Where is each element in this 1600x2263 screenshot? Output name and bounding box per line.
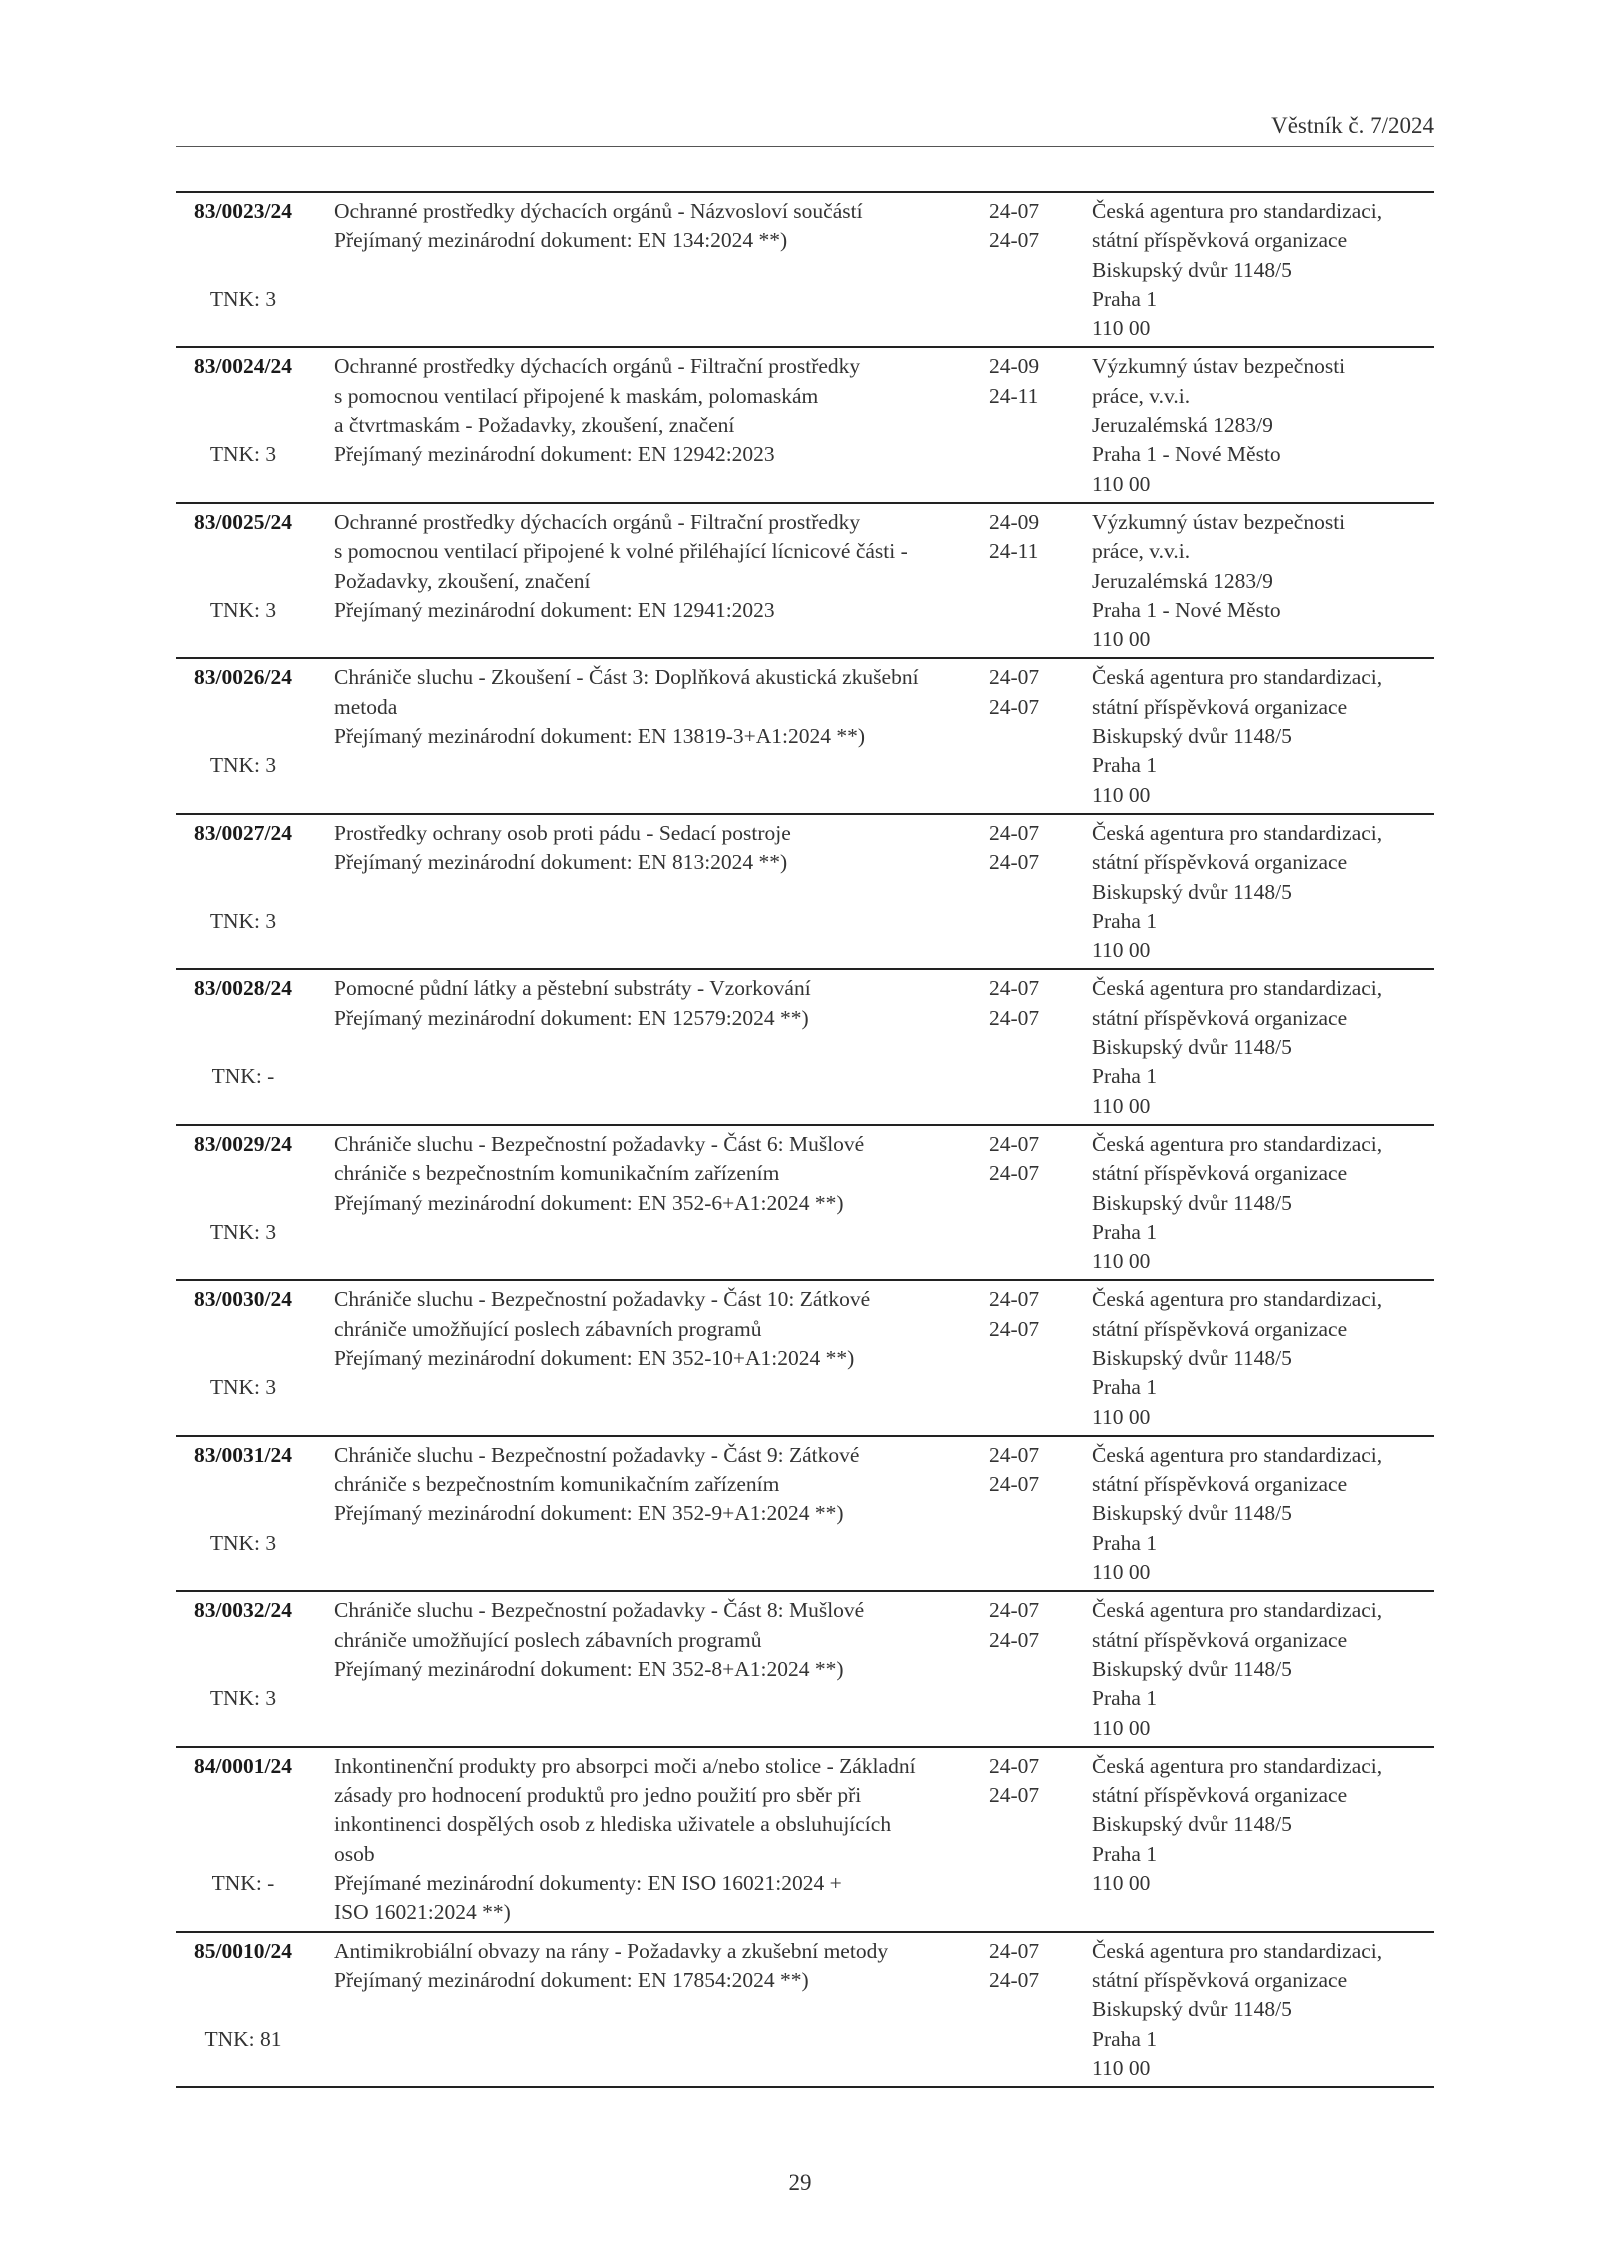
- record-date: 24-07: [989, 1753, 1040, 1778]
- record-organization-line: práce, v.v.i.: [1092, 539, 1191, 564]
- record-organization-line: Biskupský dvůr 1148/5: [1092, 1345, 1292, 1370]
- record-organization-cell: [1084, 1130, 1434, 1276]
- record-organization-cell: [1084, 1752, 1434, 1928]
- record-id-cell: [176, 974, 324, 1120]
- record-date: 24-07: [989, 850, 1040, 875]
- record-tnk: TNK: 3: [209, 1219, 277, 1244]
- record-tnk: TNK: 81: [204, 2026, 282, 2051]
- record-organization-line: Česká agentura pro standardizaci,: [1092, 1598, 1383, 1623]
- record-date: 24-07: [989, 1161, 1040, 1186]
- record-organization-line: státní příspěvková organizace: [1092, 1005, 1348, 1030]
- record-dates-cell: [989, 1130, 1084, 1276]
- record-title-line: metoda: [334, 694, 398, 719]
- record-organization-line: Česká agentura pro standardizaci,: [1092, 665, 1383, 690]
- record-id-cell: [176, 819, 324, 965]
- record-tnk: TNK: 3: [209, 1686, 277, 1711]
- record-tnk: TNK: 3: [209, 286, 277, 311]
- record-tnk: TNK: 3: [209, 908, 277, 933]
- record-date: 24-07: [989, 1442, 1040, 1467]
- table-row: [176, 193, 1434, 348]
- record-organization-line: Jeruzalémská 1283/9: [1092, 413, 1273, 438]
- record-title-line: Přejímaný mezinárodní dokument: EN 12579:2024 **): [334, 1005, 809, 1030]
- record-title-line: Ochranné prostředky dýchacích orgánů - Filtrační prostředky: [334, 509, 861, 534]
- record-id: 83/0023/24: [194, 199, 292, 223]
- record-tnk: TNK: -: [211, 1871, 275, 1896]
- record-title-line: Chrániče sluchu - Bezpečnostní požadavky - Část 9: Zátkové: [334, 1442, 860, 1467]
- record-organization-line: Česká agentura pro standardizaci,: [1092, 1753, 1383, 1778]
- record-title-cell: [324, 1752, 989, 1928]
- record-date: 24-07: [989, 1131, 1040, 1156]
- record-title-line: Přejímaný mezinárodní dokument: EN 134:2024 **): [334, 228, 788, 253]
- record-title-cell: [324, 1937, 989, 2083]
- record-title-line: inkontinenci dospělých osob z hlediska uživatele a obsluhujících: [334, 1812, 892, 1837]
- record-title-line: Přejímaný mezinárodní dokument: EN 813:2024 **): [334, 850, 788, 875]
- record-tnk: TNK: -: [211, 1064, 275, 1089]
- record-date: 24-07: [989, 1287, 1040, 1312]
- record-date: 24-11: [989, 539, 1039, 564]
- record-dates-cell: [989, 663, 1084, 809]
- record-title-line: Přejímaný mezinárodní dokument: EN 13819-3+A1:2024 **): [334, 724, 866, 749]
- record-organization-line: 110 00: [1092, 2055, 1151, 2080]
- record-organization-line: Praha 1: [1092, 1064, 1158, 1089]
- record-title-line: Přejímaný mezinárodní dokument: EN 352-8+A1:2024 **): [334, 1656, 844, 1681]
- record-organization-line: Praha 1: [1092, 286, 1158, 311]
- record-title-line: Chrániče sluchu - Bezpečnostní požadavky - Část 10: Zátkové: [334, 1287, 871, 1312]
- record-organization-cell: [1084, 1937, 1434, 2083]
- record-organization-cell: [1084, 663, 1434, 809]
- record-date: 24-07: [989, 665, 1040, 690]
- record-date: 24-07: [989, 820, 1040, 845]
- page-header-title: Věstník č. 7/2024: [1271, 113, 1434, 138]
- record-dates-cell: [989, 197, 1084, 343]
- record-organization-line: Výzkumný ústav bezpečnosti: [1092, 354, 1346, 379]
- record-organization-line: 110 00: [1092, 1093, 1151, 1118]
- record-id: 83/0028/24: [194, 976, 292, 1001]
- record-tnk: TNK: 3: [209, 442, 277, 467]
- record-title-cell: [324, 1285, 989, 1431]
- record-dates-cell: [989, 352, 1084, 498]
- table-row: [176, 1933, 1434, 2088]
- record-date: 24-07: [989, 1005, 1040, 1030]
- record-date: 24-07: [989, 1598, 1040, 1623]
- standards-table: [176, 191, 1434, 2088]
- record-date: 24-07: [989, 1316, 1040, 1341]
- record-organization-line: státní příspěvková organizace: [1092, 1316, 1348, 1341]
- record-organization-line: Praha 1: [1092, 1219, 1158, 1244]
- record-organization-line: Biskupský dvůr 1148/5: [1092, 1812, 1292, 1837]
- record-title-cell: [324, 974, 989, 1120]
- record-organization-cell: [1084, 974, 1434, 1120]
- record-organization-line: Česká agentura pro standardizaci,: [1092, 1938, 1383, 1963]
- table-row: [176, 659, 1434, 814]
- table-row: [176, 504, 1434, 659]
- record-tnk: TNK: 3: [209, 1375, 277, 1400]
- record-title-line: s pomocnou ventilací připojené k maskám, polomaskám: [334, 383, 819, 408]
- record-title-line: chrániče umožňující poslech zábavních programů: [334, 1627, 762, 1652]
- record-dates-cell: [989, 508, 1084, 654]
- record-id: 83/0024/24: [194, 354, 292, 379]
- record-title-line: zásady pro hodnocení produktů pro jedno použití pro sběr při: [334, 1783, 862, 1808]
- record-title-line: Přejímaný mezinárodní dokument: EN 352-6+A1:2024 **): [334, 1190, 844, 1215]
- record-organization-line: 110 00: [1092, 1560, 1151, 1585]
- record-title-line: chrániče umožňující poslech zábavních programů: [334, 1316, 762, 1341]
- record-id-cell: [176, 1596, 324, 1742]
- record-dates-cell: [989, 1441, 1084, 1587]
- record-organization-line: Biskupský dvůr 1148/5: [1092, 1190, 1292, 1215]
- record-organization-line: Praha 1 - Nové Město: [1092, 597, 1281, 622]
- record-dates-cell: [989, 1285, 1084, 1431]
- record-date: 24-07: [989, 199, 1040, 223]
- record-title-line: Pomocné půdní látky a pěstební substráty - Vzorkování: [334, 976, 811, 1001]
- table-row: [176, 1281, 1434, 1436]
- record-title-cell: [324, 352, 989, 498]
- record-date: 24-07: [989, 694, 1040, 719]
- record-id: 83/0026/24: [194, 665, 292, 690]
- record-title-line: Přejímaný mezinárodní dokument: EN 12941:2023: [334, 597, 775, 622]
- record-tnk: TNK: 3: [209, 1530, 277, 1555]
- record-organization-line: Biskupský dvůr 1148/5: [1092, 257, 1292, 282]
- record-id-cell: [176, 352, 324, 498]
- record-organization-line: Česká agentura pro standardizaci,: [1092, 1442, 1383, 1467]
- record-title-line: Přejímané mezinárodní dokumenty: EN ISO 16021:2024 +: [334, 1871, 842, 1896]
- record-organization-line: Praha 1: [1092, 753, 1158, 778]
- record-organization-line: Česká agentura pro standardizaci,: [1092, 976, 1383, 1001]
- record-title-line: Ochranné prostředky dýchacích orgánů - Názvosloví součástí: [334, 199, 863, 223]
- record-organization-line: státní příspěvková organizace: [1092, 694, 1348, 719]
- record-title-cell: [324, 197, 989, 343]
- record-title-line: Prostředky ochrany osob proti pádu - Sedací postroje: [334, 820, 791, 845]
- record-title-line: Přejímaný mezinárodní dokument: EN 352-10+A1:2024 **): [334, 1345, 855, 1370]
- record-organization-line: Biskupský dvůr 1148/5: [1092, 879, 1292, 904]
- record-dates-cell: [989, 974, 1084, 1120]
- record-organization-line: státní příspěvková organizace: [1092, 1783, 1348, 1808]
- table-row: [176, 815, 1434, 970]
- record-title-line: Přejímaný mezinárodní dokument: EN 352-9+A1:2024 **): [334, 1501, 844, 1526]
- record-title-line: Přejímaný mezinárodní dokument: EN 12942:2023: [334, 442, 775, 467]
- record-title-line: Chrániče sluchu - Bezpečnostní požadavky - Část 8: Mušlové: [334, 1598, 865, 1623]
- record-id: 83/0031/24: [194, 1442, 292, 1467]
- record-organization-line: státní příspěvková organizace: [1092, 1472, 1348, 1497]
- record-title-line: Ochranné prostředky dýchacích orgánů - Filtrační prostředky: [334, 354, 861, 379]
- header-divider: [176, 146, 1434, 147]
- record-organization-line: 110 00: [1092, 1715, 1151, 1740]
- record-organization-line: 110 00: [1092, 316, 1151, 341]
- record-title-cell: [324, 1596, 989, 1742]
- record-organization-line: 110 00: [1092, 1249, 1151, 1274]
- record-dates-cell: [989, 1937, 1084, 2083]
- record-dates-cell: [989, 1752, 1084, 1928]
- record-organization-cell: [1084, 197, 1434, 343]
- record-tnk: TNK: 3: [209, 753, 277, 778]
- record-organization-line: Praha 1: [1092, 1686, 1158, 1711]
- record-organization-line: 110 00: [1092, 627, 1151, 652]
- record-date: 24-07: [989, 1967, 1040, 1992]
- record-date: 24-07: [989, 1938, 1040, 1963]
- table-row: [176, 1437, 1434, 1592]
- record-date: 24-07: [989, 1783, 1040, 1808]
- record-title-line: chrániče s bezpečnostním komunikačním zařízením: [334, 1472, 780, 1497]
- record-date: 24-07: [989, 976, 1040, 1001]
- record-organization-cell: [1084, 508, 1434, 654]
- record-organization-cell: [1084, 819, 1434, 965]
- record-date: 24-11: [989, 383, 1039, 408]
- record-title-line: chrániče s bezpečnostním komunikačním zařízením: [334, 1161, 780, 1186]
- record-date: 24-09: [989, 354, 1040, 379]
- record-organization-line: Česká agentura pro standardizaci,: [1092, 820, 1383, 845]
- table-row: [176, 1592, 1434, 1747]
- record-id: 83/0029/24: [194, 1131, 292, 1156]
- record-organization-line: Praha 1: [1092, 1375, 1158, 1400]
- record-organization-line: Praha 1 - Nové Město: [1092, 442, 1281, 467]
- record-organization-line: Česká agentura pro standardizaci,: [1092, 1287, 1383, 1312]
- record-title-cell: [324, 819, 989, 965]
- record-date: 24-07: [989, 1627, 1040, 1652]
- record-organization-line: Česká agentura pro standardizaci,: [1092, 199, 1383, 223]
- table-row: [176, 348, 1434, 503]
- record-organization-line: Biskupský dvůr 1148/5: [1092, 1035, 1292, 1060]
- record-title-cell: [324, 1130, 989, 1276]
- record-organization-line: Biskupský dvůr 1148/5: [1092, 1997, 1292, 2022]
- record-title-line: Požadavky, zkoušení, značení: [334, 568, 591, 593]
- record-id-cell: [176, 1937, 324, 2083]
- record-organization-line: Biskupský dvůr 1148/5: [1092, 1656, 1292, 1681]
- table-row: [176, 1126, 1434, 1281]
- record-id: 83/0030/24: [194, 1287, 292, 1312]
- record-id: 84/0001/24: [194, 1753, 292, 1778]
- record-organization-cell: [1084, 352, 1434, 498]
- record-organization-line: 110 00: [1092, 782, 1151, 807]
- record-title-line: Chrániče sluchu - Bezpečnostní požadavky - Část 6: Mušlové: [334, 1131, 865, 1156]
- record-tnk: TNK: 3: [209, 597, 277, 622]
- record-organization-line: Praha 1: [1092, 1841, 1158, 1866]
- record-title-cell: [324, 508, 989, 654]
- record-organization-line: Praha 1: [1092, 2026, 1158, 2051]
- record-organization-line: státní příspěvková organizace: [1092, 1627, 1348, 1652]
- record-organization-line: státní příspěvková organizace: [1092, 228, 1348, 253]
- record-organization-line: Praha 1: [1092, 1530, 1158, 1555]
- record-organization-line: práce, v.v.i.: [1092, 383, 1191, 408]
- record-id: 85/0010/24: [194, 1938, 292, 1963]
- record-organization-line: 110 00: [1092, 471, 1151, 496]
- record-id-cell: [176, 197, 324, 343]
- record-id-cell: [176, 1130, 324, 1276]
- record-organization-cell: [1084, 1596, 1434, 1742]
- record-title-line: osob: [334, 1841, 375, 1866]
- record-title-line: Antimikrobiální obvazy na rány - Požadavky a zkušební metody: [334, 1938, 889, 1963]
- record-id-cell: [176, 508, 324, 654]
- record-dates-cell: [989, 1596, 1084, 1742]
- record-organization-line: Biskupský dvůr 1148/5: [1092, 724, 1292, 749]
- table-row: [176, 1748, 1434, 1933]
- record-id: 83/0025/24: [194, 509, 292, 534]
- record-organization-line: Praha 1: [1092, 908, 1158, 933]
- record-title-line: Přejímaný mezinárodní dokument: EN 17854:2024 **): [334, 1967, 809, 1992]
- record-id: 83/0027/24: [194, 820, 292, 845]
- record-date: 24-07: [989, 228, 1040, 253]
- table-row: [176, 970, 1434, 1125]
- record-organization-line: 110 00: [1092, 1404, 1151, 1429]
- record-id-cell: [176, 1752, 324, 1928]
- record-organization-line: státní příspěvková organizace: [1092, 1161, 1348, 1186]
- record-id-cell: [176, 663, 324, 809]
- record-organization-line: Výzkumný ústav bezpečnosti: [1092, 509, 1346, 534]
- page-number: 29: [788, 2170, 812, 2195]
- record-organization-line: státní příspěvková organizace: [1092, 850, 1348, 875]
- record-organization-line: státní příspěvková organizace: [1092, 1967, 1348, 1992]
- record-title-line: s pomocnou ventilací připojené k volné přiléhající lícnicové části -: [334, 539, 908, 564]
- record-dates-cell: [989, 819, 1084, 965]
- record-title-line: a čtvrtmaskám - Požadavky, zkoušení, značení: [334, 413, 735, 438]
- record-id: 83/0032/24: [194, 1598, 292, 1623]
- record-title-cell: [324, 663, 989, 809]
- record-title-line: Chrániče sluchu - Zkoušení - Část 3: Doplňková akustická zkušební: [334, 665, 919, 690]
- record-date: 24-09: [989, 509, 1040, 534]
- record-organization-line: Česká agentura pro standardizaci,: [1092, 1131, 1383, 1156]
- record-organization-line: Jeruzalémská 1283/9: [1092, 568, 1273, 593]
- record-date: 24-07: [989, 1472, 1040, 1497]
- record-id-cell: [176, 1285, 324, 1431]
- record-organization-line: Biskupský dvůr 1148/5: [1092, 1501, 1292, 1526]
- record-organization-cell: [1084, 1285, 1434, 1431]
- record-id-cell: [176, 1441, 324, 1587]
- record-title-cell: [324, 1441, 989, 1587]
- record-organization-line: 110 00: [1092, 938, 1151, 963]
- record-title-line: ISO 16021:2024 **): [334, 1900, 511, 1925]
- record-organization-line: 110 00: [1092, 1871, 1151, 1896]
- record-title-line: Inkontinenční produkty pro absorpci moči a/nebo stolice - Základní: [334, 1753, 916, 1778]
- record-organization-cell: [1084, 1441, 1434, 1587]
